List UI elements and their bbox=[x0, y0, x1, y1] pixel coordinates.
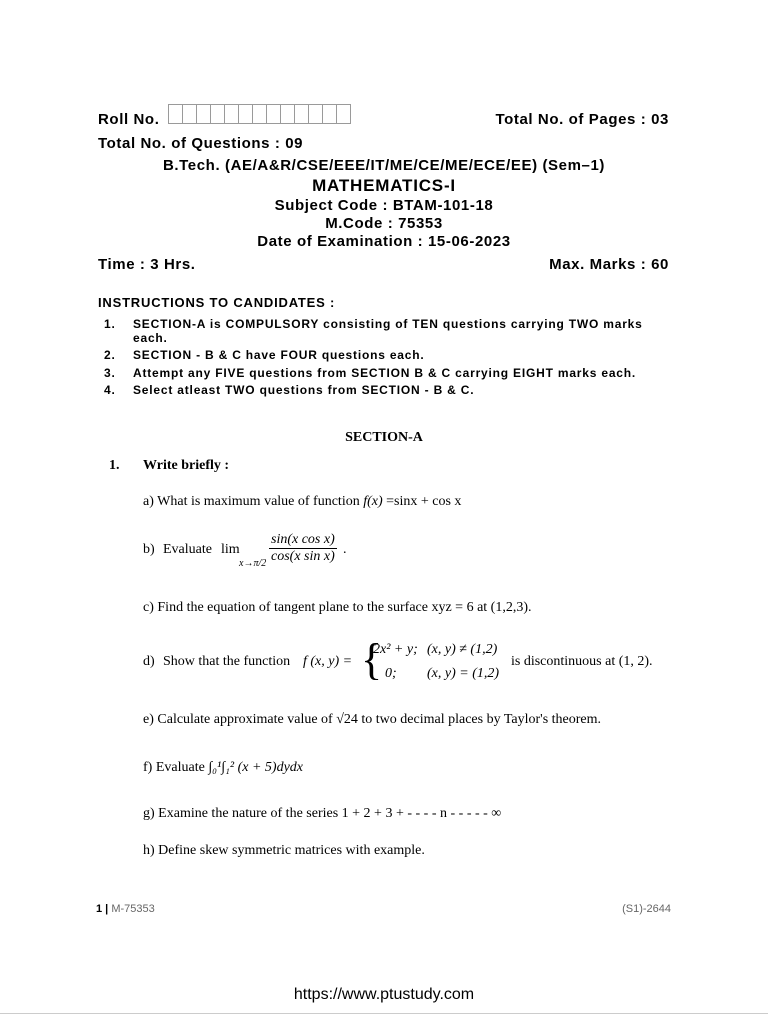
limit-subscript: x→π/2 bbox=[239, 558, 267, 569]
roll-no-boxes bbox=[168, 104, 350, 124]
course-line: B.Tech. (AE/A&R/CSE/EEE/IT/ME/CE/ME/ECE/EE) (Sem–1) bbox=[162, 157, 606, 174]
double-integral: ∫₀¹∫₁² (x + 5)dydx bbox=[208, 760, 304, 775]
question-number: 1. bbox=[109, 458, 120, 473]
part-d: d) Show that the function f (x, y) = { 2x² + y; (x, y) ≠ (1,2) 0; (x, y) = (1,2) is discontinuous at (1, 2). bbox=[143, 635, 653, 684]
instruction-num-4: 4. bbox=[104, 383, 116, 397]
footer-right: (S1)-2644 bbox=[622, 903, 671, 915]
part-h: h) Define skew symmetric matrices with example. bbox=[143, 843, 425, 858]
footer-left: 1 | M-75353 bbox=[96, 903, 155, 915]
part-f: f) Evaluate ∫₀¹∫₁² (x + 5)dydx bbox=[143, 760, 304, 775]
part-a: a) What is maximum value of function f(x) =sinx + cos x bbox=[143, 494, 462, 509]
time-label: Time : 3 Hrs. bbox=[98, 256, 196, 273]
instruction-text-2: SECTION - B & C have FOUR questions each. bbox=[133, 348, 425, 362]
instruction-text-3: Attempt any FIVE questions from SECTION B & C carrying EIGHT marks each. bbox=[133, 366, 637, 380]
instruction-text-1: SECTION-A is COMPULSORY consisting of TEN questions carrying TWO marks bbox=[133, 317, 643, 331]
max-marks: Max. Marks : 60 bbox=[549, 256, 669, 273]
piecewise-brace: { bbox=[361, 635, 383, 684]
instructions-title: INSTRUCTIONS TO CANDIDATES : bbox=[98, 295, 336, 310]
instruction-num-2: 2. bbox=[104, 348, 116, 362]
instruction-num-3: 3. bbox=[104, 366, 116, 380]
bottom-divider bbox=[0, 1013, 768, 1014]
total-questions: Total No. of Questions : 09 bbox=[98, 135, 304, 152]
subject-code: Subject Code : BTAM-101-18 bbox=[274, 197, 494, 214]
instruction-num-1: 1. bbox=[104, 317, 116, 331]
instruction-text-4: Select atleast TWO questions from SECTION - B & C. bbox=[133, 383, 475, 397]
part-g: g) Examine the nature of the series 1 + 2 + 3 + - - - - n - - - - - ∞ bbox=[143, 806, 502, 821]
sqrt-24: √24 bbox=[336, 712, 358, 727]
section-title: SECTION-A bbox=[345, 430, 423, 445]
total-pages: Total No. of Pages : 03 bbox=[495, 111, 669, 128]
part-e: e) Calculate approximate value of √24 to two decimal places by Taylor's theorem. bbox=[143, 712, 602, 727]
part-c: c) Find the equation of tangent plane to the surface xyz = 6 at (1,2,3). bbox=[143, 600, 532, 615]
question-title: Write briefly : bbox=[143, 458, 230, 473]
instruction-text-1-cont: each. bbox=[133, 331, 168, 345]
mcode: M.Code : 75353 bbox=[325, 215, 443, 232]
subject-title: MATHEMATICS-I bbox=[312, 176, 456, 195]
limit-fraction: $\frac{\text{sin(x cos x)}}{\text{cos(x sin x)}}$ bbox=[271, 532, 335, 564]
exam-page: Roll No. Total No. of Pages : 03 Total No. of Questions : 09 B.Tech. (AE/A&R/CSE/EEE/IT/ME/CE/ME/ECE/EE) (Sem–1) MATHEMATICS-I Subject Code : BTAM-101-18 M.Code : 75353 Date of Examination : 15-06-2023 Time : 3 Hrs. Max. Marks : 60 INSTRUCTIONS TO CANDIDATES : 1. SECTION-A is COMPULSORY consisting of TEN questions carrying TWO marks each. 2. SECTION - B & C have FOUR questions each. 3. Attempt any FIVE questions from SECTION B & C carrying EIGHT marks each. 4. Select atleast TWO questions from SECTION - B & C. SECTION-A 1. Write briefly : a) What is maximum value of function f(x) =sinx + cos x b) Evaluate lim x→π/2 $\frac{\text{sin(x cos x)}}{\text{cos(x sin x)}}$ . c) Find the equation of tangent plane to the surface xyz = 6 at (1,2,3). d) Show that the function f (x, y) = { 2x² + y; (x, y) ≠ (1,2) 0; (x, y) = (1,2) is discontinuous at (1, 2). e) Calculate approximate value of √24 to two decimal places by Taylor's theorem. f) Evaluate ∫₀¹∫₁² (x + 5)dydx g) Examine the nature of the series 1 + 2 + 3 + - - - - n - - - - - ∞ h) Define skew symmetric matrices with example. 1 | M-75353 (S1)-2644 https://www.ptustudy.com bbox=[0, 0, 768, 1024]
roll-no-label: Roll No. bbox=[98, 111, 160, 128]
footer-url[interactable]: https://www.ptustudy.com bbox=[293, 986, 475, 1003]
exam-date: Date of Examination : 15-06-2023 bbox=[257, 233, 511, 250]
